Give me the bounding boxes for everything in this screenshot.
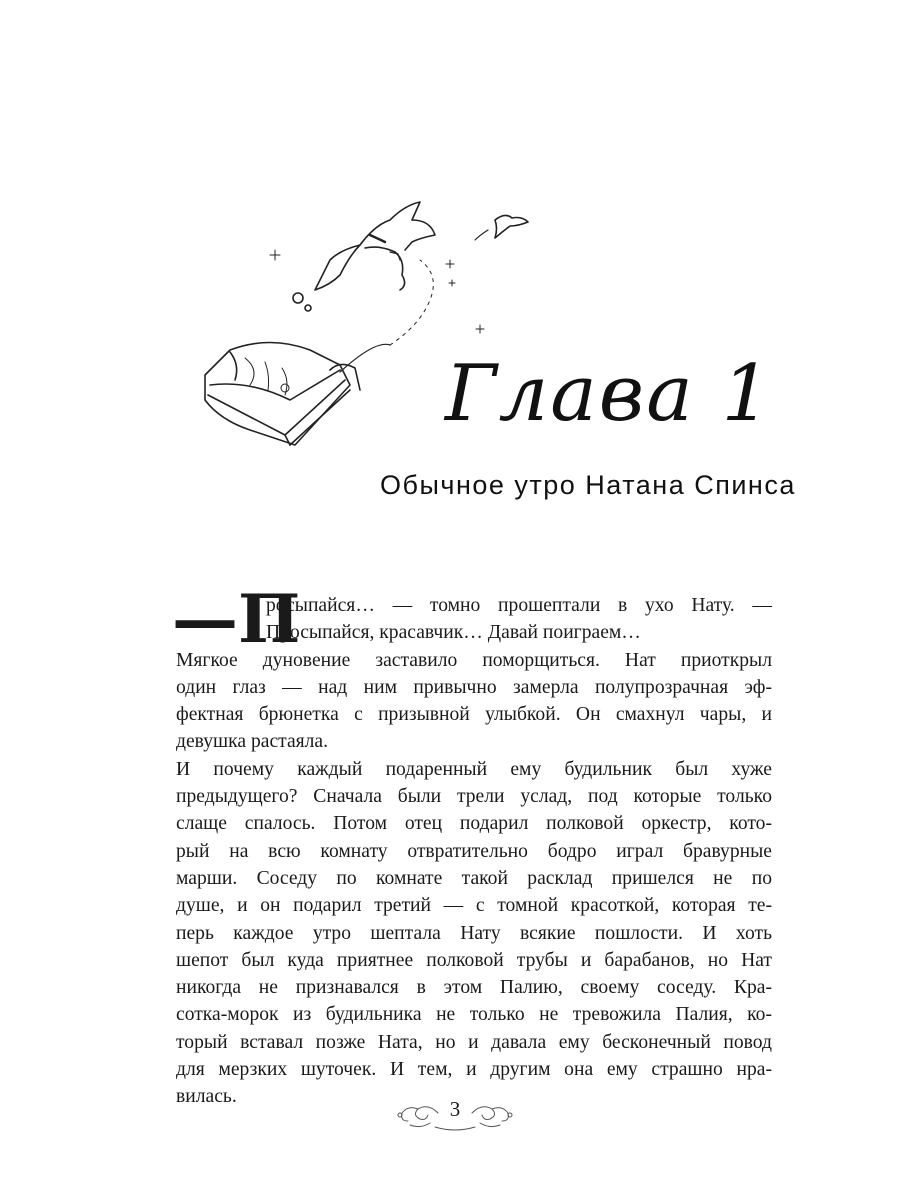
chapter-subtitle: Обычное утро Натана Спинса <box>380 470 796 500</box>
text-line: росыпайся… — томно прошептали в ухо Нату. — <box>266 595 772 616</box>
drop-cap-letter: П <box>238 580 301 658</box>
text-line: душе, и он подарил третий — с томной красоткой, которая те- <box>176 895 772 917</box>
text-line: для мерзких шуточек. И тем, и другим она ему страшно нра- <box>176 1059 772 1081</box>
text-line: слаще спалось. Потом отец подарил полковой оркестр, кото- <box>176 813 772 835</box>
text-line: рый на всю комнату отвратительно бодро играл бравурные <box>176 840 772 862</box>
drop-dash: — <box>172 580 238 658</box>
text-line: девушка растаяла. <box>176 731 329 753</box>
text-line: марши. Соседу по комнате такой расклад пришелся не по <box>176 867 772 889</box>
text-line: фектная брюнетка с призывной улыбкой. Он смахнул чары, и <box>176 704 772 726</box>
body-text <box>172 580 772 1111</box>
text-line: предыдущего? Сначала были трели услад, под которые только <box>176 786 772 808</box>
text-line: Просыпайся, красавчик… Давай поиграем… <box>266 622 641 644</box>
page-footer <box>390 1095 520 1135</box>
chapter-title: Глава 1 <box>445 349 774 439</box>
text-line: сотка-морок из будильника не только не тревожила Палия, ко- <box>176 1004 772 1026</box>
text-line: перь каждое утро шептала Нату всякие пошлости. И хоть <box>176 922 772 944</box>
text-line: один глаз — над ним привычно замерла полупрозрачная эф- <box>176 676 772 698</box>
text-line: Мягкое дуновение заставило поморщиться. Нат приоткрыл <box>176 649 772 671</box>
text-line: шепот был куда приятнее полковой трубы и барабанов, но Нат <box>176 949 772 971</box>
opening-paragraph <box>172 580 772 658</box>
text-line: торый вставал позже Ната, но и давала ему бесконечный повод <box>176 1031 772 1053</box>
text-line: вилась. <box>176 1086 237 1108</box>
text-line: никогда не признавался в этом Палию, своему соседу. Кра- <box>176 977 772 999</box>
page-number: 3 <box>449 1097 461 1121</box>
text-line: И почему каждый подаренный ему будильник был хуже <box>176 758 772 780</box>
